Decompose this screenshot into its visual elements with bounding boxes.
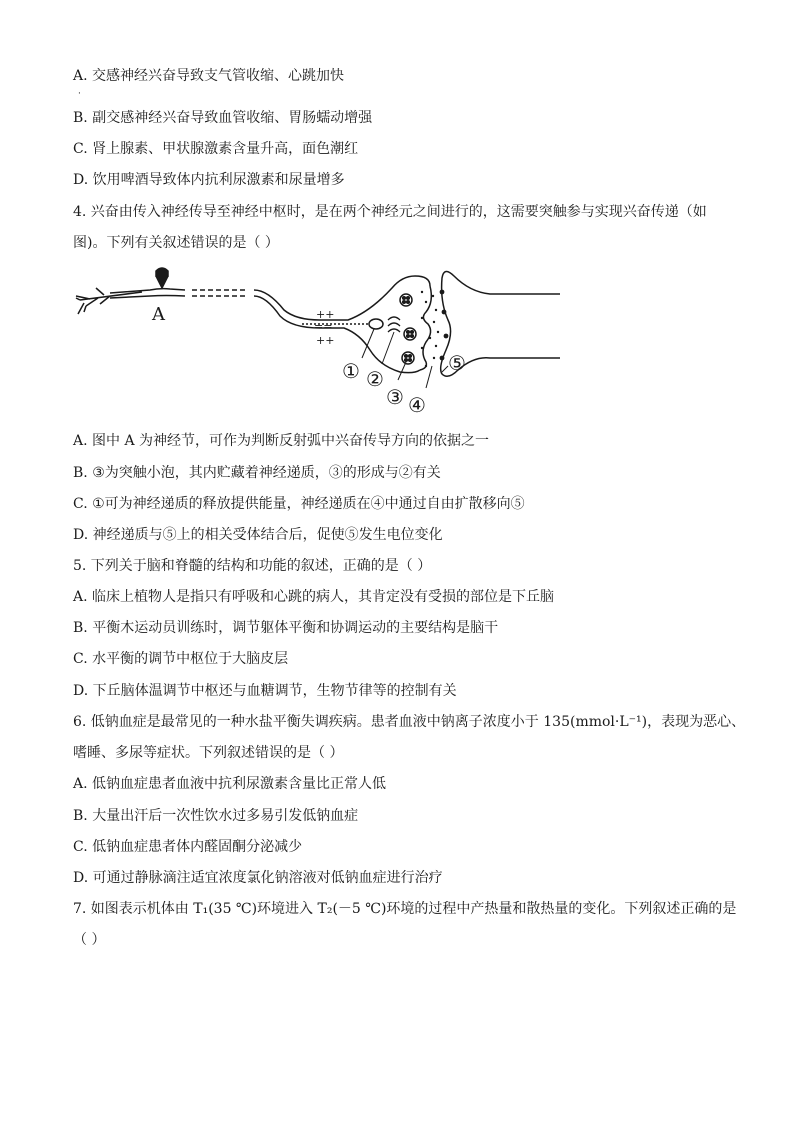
axon-segment-1 bbox=[110, 289, 185, 298]
q4-option-a: A. 图中 A 为神经节，可作为判断反射弧中兴奋传导方向的依据之一 bbox=[73, 433, 490, 449]
q3-option-b: B. 副交感神经兴奋导致血管收缩、胃肠蠕动增强 bbox=[73, 110, 373, 126]
mitochondrion bbox=[369, 319, 383, 329]
q4-stem-line1: 4. 兴奋由传入神经传导至神经中枢时，是在两个神经元之间进行的，这需要突触参与实现兴奋传递（如 bbox=[73, 204, 707, 220]
q7-stem-line1: 7. 如图表示机体由 T₁(35 ℃)环境进入 T₂(－5 ℃)环境的过程中产热量和散热量的变化。下列叙述正确的是 bbox=[73, 901, 737, 917]
q5-option-c: C. 水平衡的调节中枢位于大脑皮层 bbox=[73, 651, 289, 667]
q3-option-a: A. 交感神经兴奋导致支气管收缩、心跳加快 bbox=[73, 68, 345, 84]
charge-plus-bottom: ++ bbox=[316, 334, 335, 347]
q5-option-b: B. 平衡木运动员训练时，调节躯体平衡和协调运动的主要结构是脑干 bbox=[73, 620, 499, 636]
q4-option-b: B. ③为突触小泡，其内贮藏着神经递质，③的形成与②有关 bbox=[73, 465, 441, 481]
receptors bbox=[440, 290, 449, 361]
stray-mark: · bbox=[78, 89, 81, 99]
synapse-diagram bbox=[70, 262, 570, 422]
label-4: ④ bbox=[408, 393, 426, 417]
golgi-apparatus bbox=[388, 317, 400, 332]
q6-option-d: D. 可通过静脉滴注适宜浓度氯化钠溶液对低钠血症进行治疗 bbox=[73, 870, 443, 886]
q6-stem-line2: 嗜睡、多尿等症状。下列叙述错误的是（ ） bbox=[73, 745, 344, 761]
q5-option-a: A. 临床上植物人是指只有呼吸和心跳的病人，其肯定没有受损的部位是下丘脑 bbox=[73, 589, 555, 605]
label-3: ③ bbox=[386, 385, 404, 409]
label-2: ② bbox=[366, 367, 384, 391]
leader-4 bbox=[426, 366, 432, 388]
q3-option-c: C. 肾上腺素、甲状腺激素含量升高，面色潮红 bbox=[73, 141, 359, 157]
ganglion-stalk bbox=[156, 276, 168, 288]
q6-option-b: B. 大量出汗后一次性饮水过多易引发低钠血症 bbox=[73, 808, 359, 824]
q6-option-c: C. 低钠血症患者体内醛固酮分泌减少 bbox=[73, 839, 303, 855]
q6-option-a: A. 低钠血症患者血液中抗利尿激素含量比正常人低 bbox=[73, 776, 387, 792]
charge-minus: == bbox=[314, 320, 333, 333]
q4-stem-line2: 图)。下列有关叙述错误的是（ ） bbox=[73, 235, 279, 251]
ganglion-body bbox=[156, 268, 168, 276]
q7-stem-line2: （ ） bbox=[73, 932, 106, 948]
q5-option-d: D. 下丘脑体温调节中枢还与血糖调节，生物节律等的控制有关 bbox=[73, 683, 457, 699]
label-1: ① bbox=[342, 359, 360, 383]
label-5: ⑤ bbox=[448, 351, 466, 375]
q4-option-c: C. ①可为神经递质的释放提供能量，神经递质在④中通过自由扩散移向⑤ bbox=[73, 496, 525, 512]
q4-option-d: D. 神经递质与⑤上的相关受体结合后，促使⑤发生电位变化 bbox=[73, 527, 443, 543]
charge-plus-top: ++ bbox=[316, 308, 335, 321]
q3-option-d: D. 饮用啤酒导致体内抗利尿激素和尿量增多 bbox=[73, 172, 345, 188]
q6-stem-line1: 6. 低钠血症是最常见的一种水盐平衡失调疾病。患者血液中钠离子浓度小于 135(mmol·L⁻¹)，表现为恶心、 bbox=[73, 714, 746, 730]
leader-2 bbox=[382, 332, 394, 364]
axon-lower-edge bbox=[254, 296, 420, 373]
presynaptic-membrane bbox=[420, 286, 431, 370]
q5-stem: 5. 下列关于脑和脊髓的结构和功能的叙述，正确的是（ ） bbox=[73, 558, 432, 574]
synaptic-vesicles bbox=[400, 294, 416, 364]
label-a: A bbox=[152, 304, 165, 325]
axon-dashed-gap bbox=[192, 290, 248, 296]
